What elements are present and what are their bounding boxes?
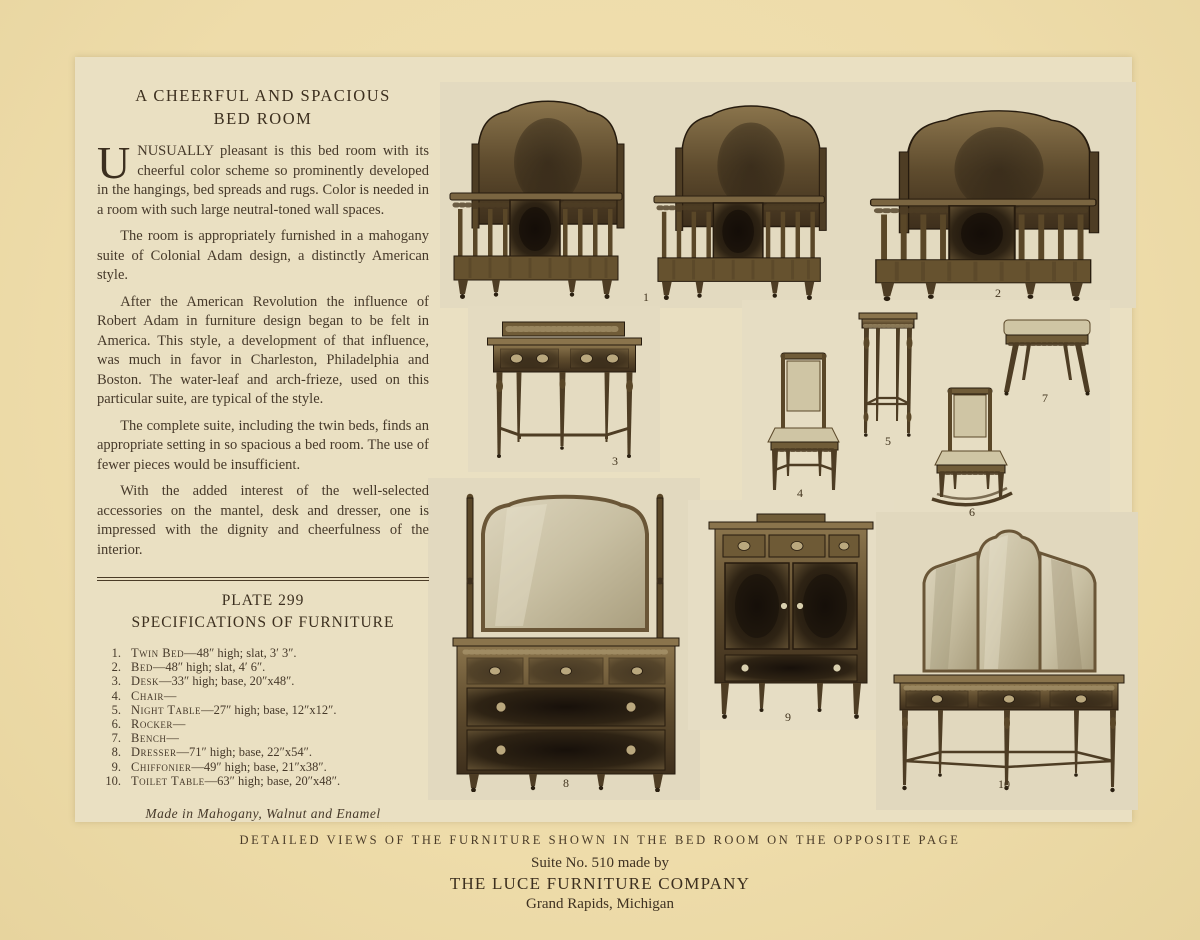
spec-item-chiffonier: 9. Chiffonier—49″ high; base, 21″x38″. [111, 759, 327, 774]
spec-item-night-table: 5. Night Table—27″ high; base, 12″x12″. [111, 702, 337, 717]
spec-item-twin-bed: 1. Twin Bed—48″ high; slat, 3′ 3″. [111, 646, 297, 660]
figure-label-9: 9 [785, 710, 791, 724]
full-bed-illustration [868, 100, 1130, 304]
figure-chair [762, 348, 848, 496]
figure-night-table [852, 309, 926, 441]
spec-item-bench: 7. Bench— [111, 731, 179, 746]
caption-location: Grand Rapids, Michigan [526, 896, 674, 912]
chair-illustration [762, 348, 848, 496]
figure-label-10: 10 [998, 777, 1010, 791]
bottom-caption [0, 833, 1200, 913]
figure-toilet-table [886, 521, 1133, 805]
page-title [97, 84, 429, 130]
plate-heading: PLATE 299 [221, 592, 305, 609]
figure-label-6: 6 [969, 505, 975, 519]
figure-desk [482, 314, 648, 466]
specifications-heading: SPECIFICATIONS OF FURNITURE [131, 613, 395, 631]
paragraph-accessories: With the added interest of the well-selected accessories on the mantel, desk and dresser, one is impressed with the dignity and cheerfulness of the interior. [97, 483, 429, 558]
bench-illustration [997, 314, 1097, 398]
caption-company-name: THE LUCE FURNITURE COMPANY [449, 874, 751, 893]
figure-label-5: 5 [885, 434, 891, 448]
dropcap-letter: U [97, 137, 131, 188]
spec-item-dresser: 8. Dresser—71″ high; base, 22″x54″. [111, 745, 312, 760]
rocker-illustration [928, 383, 1018, 515]
page-title-line2: BED ROOM [213, 109, 313, 128]
made-in-note: Made in Mahogany, Walnut and Enamel [145, 806, 381, 822]
article-column [97, 84, 429, 824]
twin-bed-illustration [652, 95, 850, 303]
figure-full-bed [868, 100, 1130, 304]
figure-label-4: 4 [797, 486, 803, 500]
figure-dresser [437, 486, 693, 792]
figure-label-1: 1 [643, 290, 649, 304]
desk-illustration [482, 314, 648, 466]
paragraph-history: After the American Revolution the influence of Robert Adam in furniture design began to be felt in America. This style, a development of that influence, was much in favor in Charleston, Philadelphia and Boston. The water-leaf and arch-frieze, used on this particular suite, are typical of the style. [97, 293, 429, 407]
paragraph-intro-text: NUSUALLY pleasant is this bed room with its cheerful color scheme so prominently developed in the hangings, bed spreads and rugs. Color is needed in a room with such large neutral-toned wall spaces. [97, 143, 429, 218]
figure-label-7: 7 [1042, 391, 1048, 405]
toilet-table-illustration [886, 521, 1133, 805]
chiffonier-illustration [699, 512, 883, 722]
paragraph-style: The room is appropriately furnished in a mahogany suite of Colonial Adam design, a distinctly American style. [97, 228, 429, 283]
figure-rocker [928, 383, 1018, 515]
spec-item-chair: 4. Chair— [111, 688, 177, 703]
caption-suite-line: Suite No. 510 made by [531, 855, 669, 871]
page-title-line1: A CHEERFUL AND SPACIOUS [135, 86, 391, 105]
spec-item-rocker: 6. Rocker— [111, 717, 186, 732]
spec-item-desk: 3. Desk—33″ high; base, 20″x48″. [111, 674, 295, 689]
figure-label-8: 8 [563, 776, 569, 790]
figure-bench [997, 314, 1097, 398]
specifications-list [97, 646, 429, 788]
paragraph-intro [97, 137, 429, 220]
section-divider-rule [97, 577, 429, 581]
figure-label-2: 2 [995, 286, 1001, 300]
spec-item-bed: 2. Bed—48″ high; slat, 4′ 6″. [111, 660, 266, 675]
figure-label-3: 3 [612, 454, 618, 468]
paragraph-suite: The complete suite, including the twin beds, finds an appropriate setting in so spacious a bed room. The use of fewer pieces would be insufficient. [97, 417, 429, 473]
dresser-illustration [437, 486, 693, 792]
figure-chiffonier [699, 512, 883, 722]
twin-bed-illustration [448, 90, 648, 302]
spec-item-toilet-table: 10. Toilet Table—63″ high; base, 20″x48″. [105, 773, 341, 788]
figure-twin-bed-1 [448, 90, 648, 302]
caption-detail-line: DETAILED VIEWS OF THE FURNITURE SHOWN IN THE BED ROOM ON THE OPPOSITE PAGE [239, 833, 961, 847]
figure-twin-bed-2 [652, 95, 850, 303]
night-table-illustration [852, 309, 926, 441]
